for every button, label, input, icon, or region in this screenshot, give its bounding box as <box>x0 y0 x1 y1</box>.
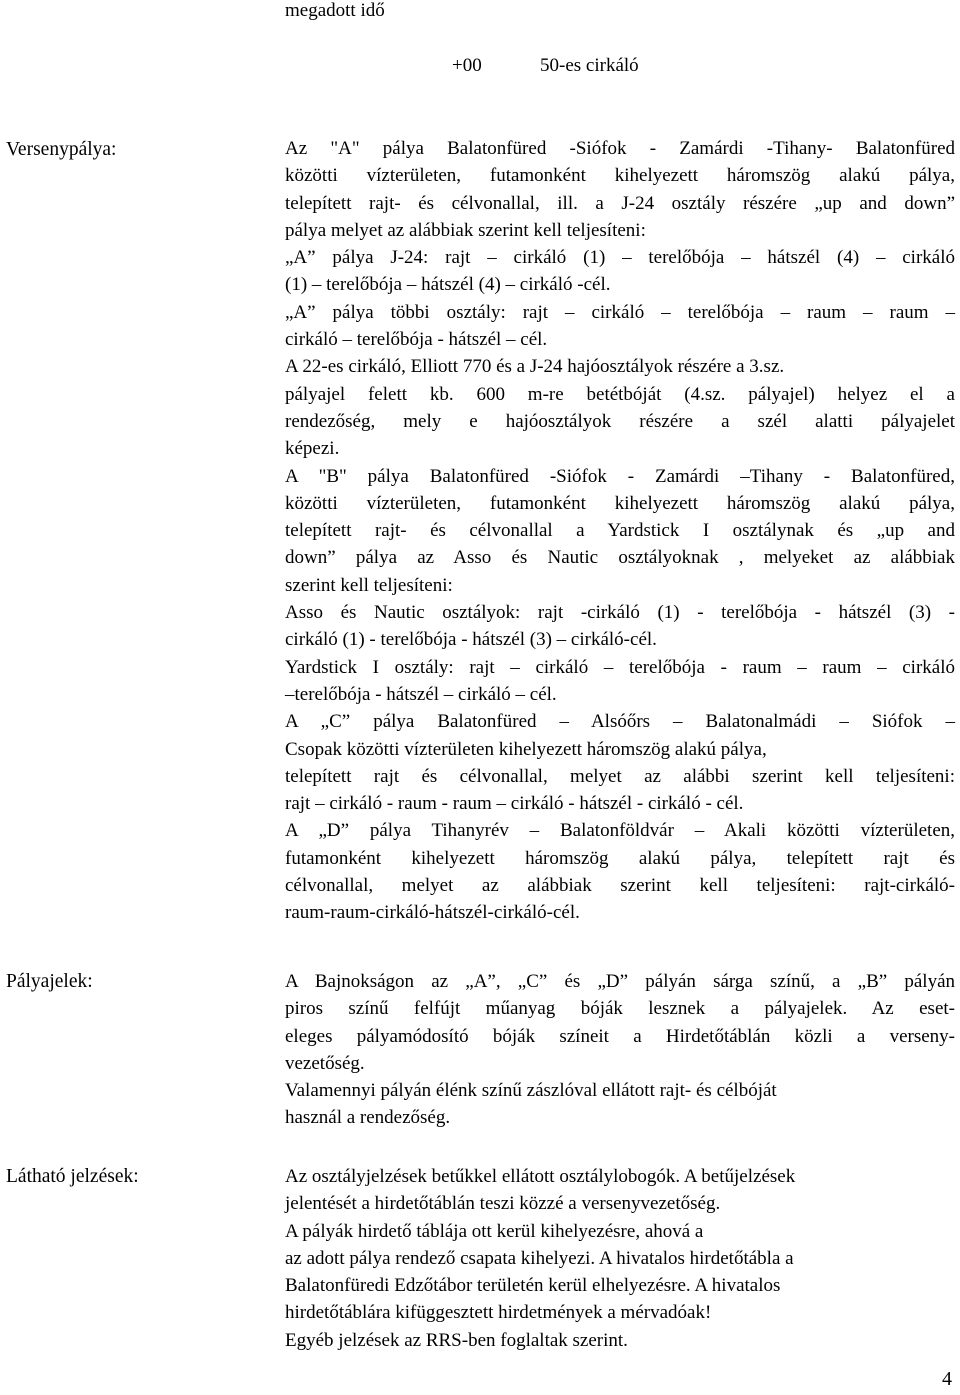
section-label-versenypalya: Versenypálya: <box>6 139 117 160</box>
text-line: raum-raum-cirkáló-hátszél-cirkáló-cél. <box>285 902 580 924</box>
text-line: Balatonfüredi Edzőtábor területén kerül elhelyezésre. A hivatalos <box>285 1275 781 1297</box>
text-line: A „C” pálya Balatonfüred – Alsóőrs – Balatonalmádi – Siófok – <box>285 711 955 733</box>
text-line: célvonallal, melyet az alábbiak szerint kell teljesíteni: rajt-cirkáló- <box>285 875 955 897</box>
text-line: közötti vízterületen, futamonként kihelyezett háromszög alakú pálya, <box>285 492 955 514</box>
text-line: eleges pályamódosító bóják színeit a Hirdetőtáblán közli a verseny- <box>285 1025 955 1047</box>
text-line: Csopak közötti vízterületen kihelyezett háromszög alakú pálya, <box>285 738 767 760</box>
text-line: „A” pálya J-24: rajt – cirkáló (1) – terelőbója – hátszél (4) – cirkáló <box>285 247 955 269</box>
page-number: 4 <box>942 1368 952 1390</box>
text-line: piros színű felfújt műanyag bóják lesznek a pályajelek. Az eset- <box>285 998 955 1020</box>
text-line: „A” pálya többi osztály: rajt – cirkáló – terelőbója – raum – raum – <box>285 301 955 323</box>
text-line: Az osztályjelzések betűkkel ellátott osztálylobogók. A betűjelzések <box>285 1166 796 1187</box>
section-label-lathato-jelzesek: Látható jelzések: <box>6 1166 139 1187</box>
text-line: Az "A" pálya Balatonfüred -Siófok - Zamárdi -Tihany- Balatonfüred <box>285 138 955 159</box>
text-line: (1) – terelőbója – hátszél (4) – cirkáló -cél. <box>285 274 611 296</box>
text-line: pályajel felett kb. 600 m-re betétbóját (4.sz. pályajel) helyez el a <box>285 383 955 405</box>
text-line: A 22-es cirkáló, Elliott 770 és a J-24 hajóosztályok részére a 3.sz. <box>285 356 785 378</box>
text-line: Asso és Nautic osztályok: rajt -cirkáló (1) - terelőbója - hátszél (3) - <box>285 602 955 624</box>
start-code: +00 <box>452 55 482 76</box>
text-line: használ a rendezőség. <box>285 1107 451 1129</box>
text-line: Egyéb jelzések az RRS-ben foglaltak szerint. <box>285 1329 628 1351</box>
text-line: képezi. <box>285 438 340 460</box>
text-line: közötti vízterületen, futamonként kihelyezett háromszög alakú pálya, <box>285 165 955 187</box>
text-line: vezetőség. <box>285 1052 365 1074</box>
text-line: A „D” pálya Tihanyrév – Balatonföldvár – Akali közötti vízterületen, <box>285 820 955 842</box>
text-line: szerint kell teljesíteni: <box>285 574 453 596</box>
section-body-versenypalya <box>285 135 955 927</box>
text-line: A pályák hirdető táblája ott kerül kihelyezésre, ahová a <box>285 1220 704 1242</box>
text-line: rendezőség, mely e hajóosztályok részére a szél alatti pályajelet <box>285 410 955 432</box>
text-line: pálya melyet az alábbiak szerint kell teljesíteni: <box>285 219 646 241</box>
text-line: hirdetőtáblára kifüggesztett hirdetmények a mérvadóak! <box>285 1302 712 1324</box>
text-line: telepített rajt- és célvonallal, ill. a J-24 osztály részére „up and down” <box>285 192 955 214</box>
text-line: cirkáló (1) - terelőbója - hátszél (3) – cirkáló-cél. <box>285 629 657 651</box>
text-line: cirkáló – terelőbója - hátszél – cél. <box>285 329 548 351</box>
text-line: –terelőbója - hátszél – cirkáló – cél. <box>285 683 557 705</box>
text-line: down” pálya az Asso és Nautic osztályoknak , melyeket az alábbiak <box>285 547 955 569</box>
text-line: telepített rajt és célvonallal, melyet az alábbi szerint kell teljesíteni: <box>285 765 955 787</box>
text-line: A "B" pálya Balatonfüred -Siófok - Zamárdi –Tihany - Balatonfüred, <box>285 465 955 487</box>
section-body-palyajelek <box>285 968 955 1132</box>
text-line: Valamennyi pályán élénk színű zászlóval ellátott rajt- és célbóját <box>285 1080 777 1102</box>
text-line: rajt – cirkáló - raum - raum – cirkáló - hátszél - cirkáló - cél. <box>285 793 744 815</box>
section-body-lathato-jelzesek <box>285 1163 955 1354</box>
text-line: az adott pálya rendező csapata kihelyezi. A hivatalos hirdetőtábla a <box>285 1247 794 1269</box>
text-line: jelentését a hirdetőtáblán teszi közzé a versenyvezetőség. <box>285 1193 721 1215</box>
section-label-palyajelek: Pályajelek: <box>6 971 93 992</box>
class-name: 50-es cirkáló <box>540 55 639 76</box>
text-line: futamonként kihelyezett háromszög alakú pálya, telepített rajt és <box>285 847 955 869</box>
header-line: megadott idő <box>285 0 385 21</box>
text-line: telepített rajt- és célvonallal a Yardstick I osztálynak és „up and <box>285 520 955 542</box>
text-line: Yardstick I osztály: rajt – cirkáló – terelőbója - raum – raum – cirkáló <box>285 656 955 678</box>
text-line: A Bajnokságon az „A”, „C” és „D” pályán sárga színű, a „B” pályán <box>285 971 955 992</box>
